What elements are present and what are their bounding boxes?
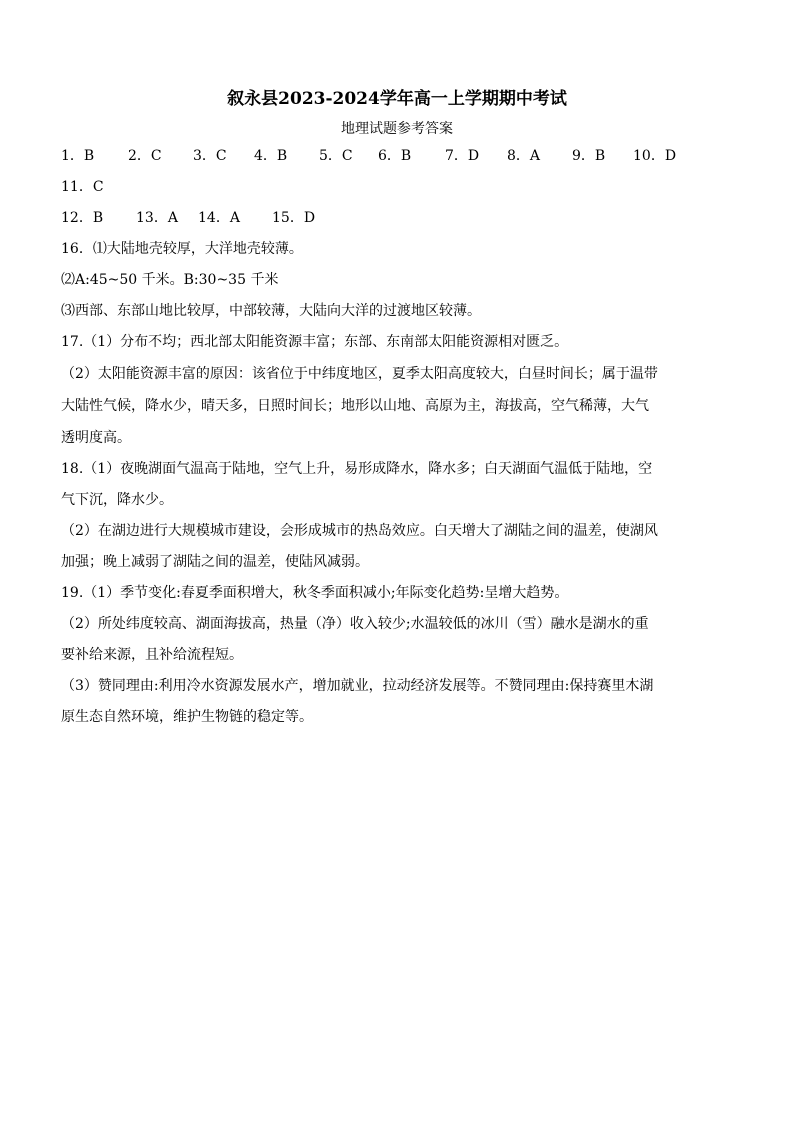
mcq-answer: 3．C	[193, 148, 227, 164]
answer-line: （2）在湖边进行大规模城市建设，会形成城市的热岛效应。白天增大了湖陆之间的温差，使湖风	[61, 523, 658, 539]
answer-line: 18.（1）夜晚湖面气温高于陆地，空气上升，易形成降水，降水多；白天湖面气温低于陆地，空	[61, 461, 653, 477]
mcq-answer: 4．B	[254, 148, 288, 164]
answer-line: ⑵A:45~50 千米。B:30~35 千米	[61, 272, 279, 288]
mcq-answer: 15．D	[272, 210, 316, 226]
document-title: 叙永县2023-2024学年高一上学期期中考试	[227, 89, 567, 109]
answer-line: 16．⑴大陆地壳较厚，大洋地壳较薄。	[61, 241, 303, 257]
mcq-answer: 1．B	[61, 148, 95, 164]
mcq-answer: 8．A	[507, 148, 541, 164]
mcq-answer: 9．B	[572, 148, 606, 164]
answer-line: 大陆性气候，降水少，晴天多，日照时间长；地形以山地、高原为主，海拔高，空气稀薄，大气	[61, 398, 649, 414]
mcq-answer: 5．C	[319, 148, 353, 164]
answer-line: （2）所处纬度较高、湖面海拔高，热量（净）收入较少;水温较低的冰川（雪）融水是湖水的重	[61, 616, 649, 632]
answer-line: 原生态自然环境，维护生物链的稳定等。	[61, 709, 313, 725]
mcq-answer: 11．C	[61, 179, 104, 195]
answer-line: 加强；晚上减弱了湖陆之间的温差，使陆风减弱。	[61, 554, 369, 570]
answer-line: 气下沉，降水少。	[61, 492, 173, 508]
mcq-answer: 14．A	[198, 210, 240, 226]
document-subtitle: 地理试题参考答案	[341, 121, 453, 137]
answer-line: ⑶西部、东部山地比较厚，中部较薄，大陆向大洋的过渡地区较薄。	[61, 303, 481, 319]
mcq-answer: 10．D	[633, 148, 677, 164]
answer-line: （3）赞同理由:利用冷水资源发展水产，增加就业，拉动经济发展等。不赞同理由:保持赛里木湖	[61, 678, 654, 694]
mcq-answer: 13．A	[136, 210, 178, 226]
answer-line: 19.（1）季节变化:春夏季面积增大，秋冬季面积减小;年际变化趋势:呈增大趋势。	[61, 585, 569, 601]
answer-line: 透明度高。	[61, 430, 131, 446]
answer-line: 要补给来源，且补给流程短。	[61, 647, 243, 663]
mcq-answer: 6．B	[378, 148, 412, 164]
mcq-answer: 2．C	[128, 148, 162, 164]
mcq-answer: 12．B	[61, 210, 104, 226]
mcq-answer: 7．D	[445, 148, 480, 164]
answer-line: （2）太阳能资源丰富的原因：该省位于中纬度地区，夏季太阳高度较大，白昼时间长；属于温带	[61, 366, 658, 382]
answer-line: 17.（1）分布不均；西北部太阳能资源丰富；东部、东南部太阳能资源相对匮乏。	[61, 334, 569, 350]
